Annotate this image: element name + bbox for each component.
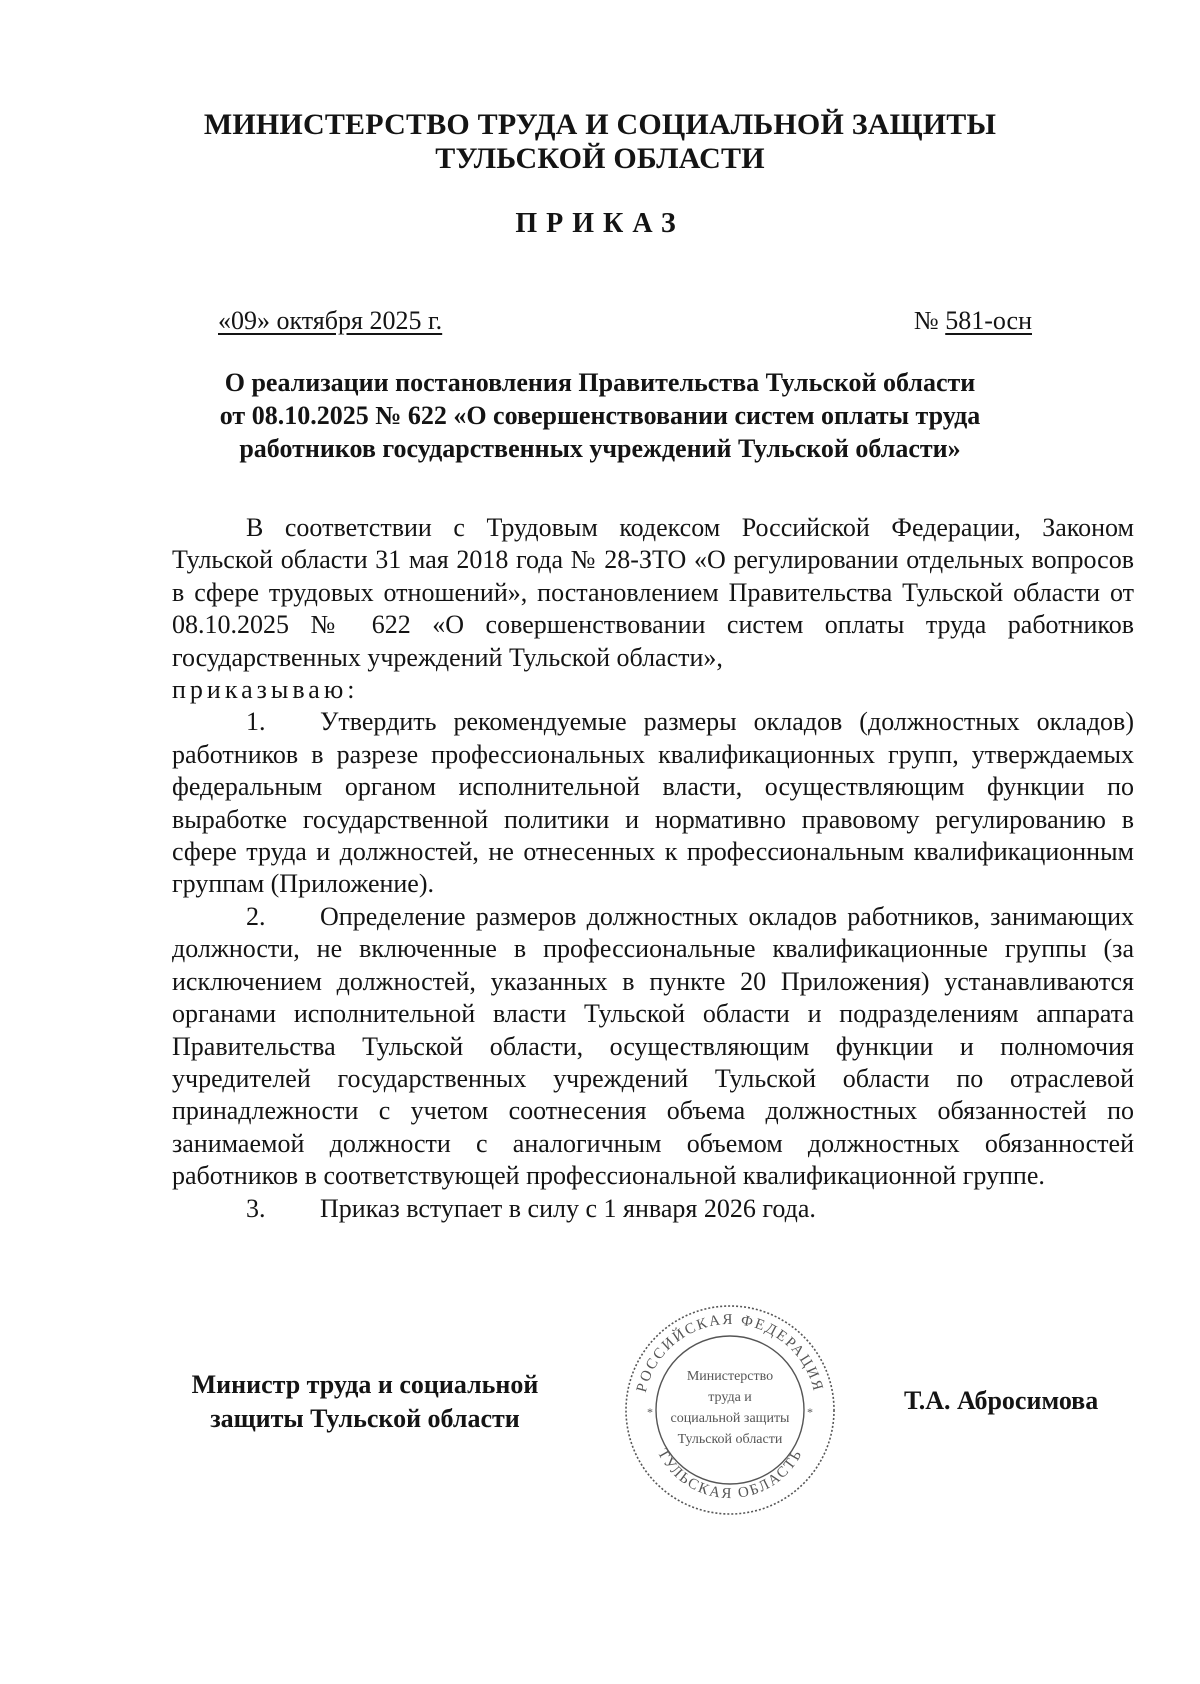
seal-ring-bottom-path: ТУЛЬСКАЯ ОБЛАСТЬ	[653, 1446, 806, 1503]
document-type: ПРИКАЗ	[515, 208, 685, 239]
item-number: 1.	[246, 707, 266, 737]
subject-line-3: работников государственных учреждений Тульской области»	[239, 434, 961, 463]
official-seal-stamp	[620, 1300, 840, 1520]
seal-star-right: *	[807, 1405, 813, 1419]
item-text: Определение размеров должностных окладов работников, занимающих должности, не включенные в профессиональные квалификационные группы (за исключением должностей, указанных в пункте 20 Приложения) устанавливаются органами исполнительной власти Тульской области и подразделениям аппарата Правительства Тульской области, осуществляющим функции и полномочия учредителей государственных учреждений Тульской области по отраслевой принадлежности с учетом соотнесения объема должностных обязанностей по занимаемой должности с аналогичным объемом должностных обязанностей работников в соответствующей профессиональной квалификационной группе.	[172, 901, 1134, 1191]
subject-line-1: О реализации постановления Правительства Тульской области	[224, 368, 976, 397]
document-body	[172, 512, 1134, 1225]
position-line-2: защиты Тульской области	[210, 1404, 520, 1433]
seal-ring-bottom-text	[654, 1446, 806, 1502]
item-number: 3.	[246, 1193, 266, 1223]
document-date: «09» октября 2025 г.	[218, 306, 443, 335]
preamble-text: В соответствии с Трудовым кодексом Российской Федерации, Законом Тульской области 31 мая 2018 года № 28-ЗТО «О регулировании отдельных вопросов в сфере трудовых отношений», постановлением Правительства Тульской области от 08.10.2025 № 622 «О совершенствовании систем оплаты труда работников государственных учреждений Тульской области»,	[172, 513, 1134, 672]
signatory-name: Т.А. Абросимова	[904, 1386, 1099, 1415]
seal-star-left: *	[647, 1405, 653, 1419]
seal-inner-ring	[656, 1336, 804, 1484]
seal-center-line-3: социальной защиты	[670, 1411, 790, 1426]
subject-line-2: от 08.10.2025 № 622 «О совершенствовании систем оплаты труда	[219, 401, 981, 430]
document-number	[914, 306, 1032, 336]
list-item	[172, 706, 1134, 900]
item-text: Утвердить рекомендуемые размеры окладов (должностных окладов) работников в разрезе профессиональных квалификационных групп, утверждаемых федеральным органом исполнительной власти, осуществляющим функции по выработке государственной политики и нормативно правовому регулированию в сфере труда и должностей, не отнесенных к профессиональным квалификационным группам (Приложение).	[172, 707, 1134, 899]
organization-heading	[0, 108, 1200, 176]
number-value: 581-осн	[945, 306, 1032, 335]
item-number: 2.	[246, 901, 266, 931]
list-item	[172, 1193, 1134, 1225]
seal-center-line-4: Тульской области	[677, 1432, 783, 1447]
list-item	[172, 901, 1134, 1193]
organization-line-2: ТУЛЬСКОЙ ОБЛАСТИ	[435, 142, 765, 175]
signatory-position	[170, 1368, 560, 1436]
item-text: Приказ вступает в силу с 1 января 2026 года.	[320, 1193, 816, 1223]
seal-outer-ring	[626, 1306, 834, 1514]
seal-ring-top-path: РОССИЙСКАЯ ФЕДЕРАЦИЯ	[633, 1311, 827, 1395]
preamble-paragraph	[172, 512, 1134, 674]
document-subject	[0, 366, 1200, 465]
order-word-paragraph	[172, 674, 1134, 706]
seal-center-line-2: труда и	[708, 1390, 752, 1405]
position-line-1: Министр труда и социальной	[191, 1370, 539, 1399]
organization-line-1: МИНИСТЕРСТВО ТРУДА И СОЦИАЛЬНОЙ ЗАЩИТЫ	[203, 108, 997, 141]
order-word: приказываю:	[172, 675, 359, 705]
seal-center-line-1: Министерство	[686, 1369, 774, 1384]
number-prefix: №	[913, 306, 939, 335]
